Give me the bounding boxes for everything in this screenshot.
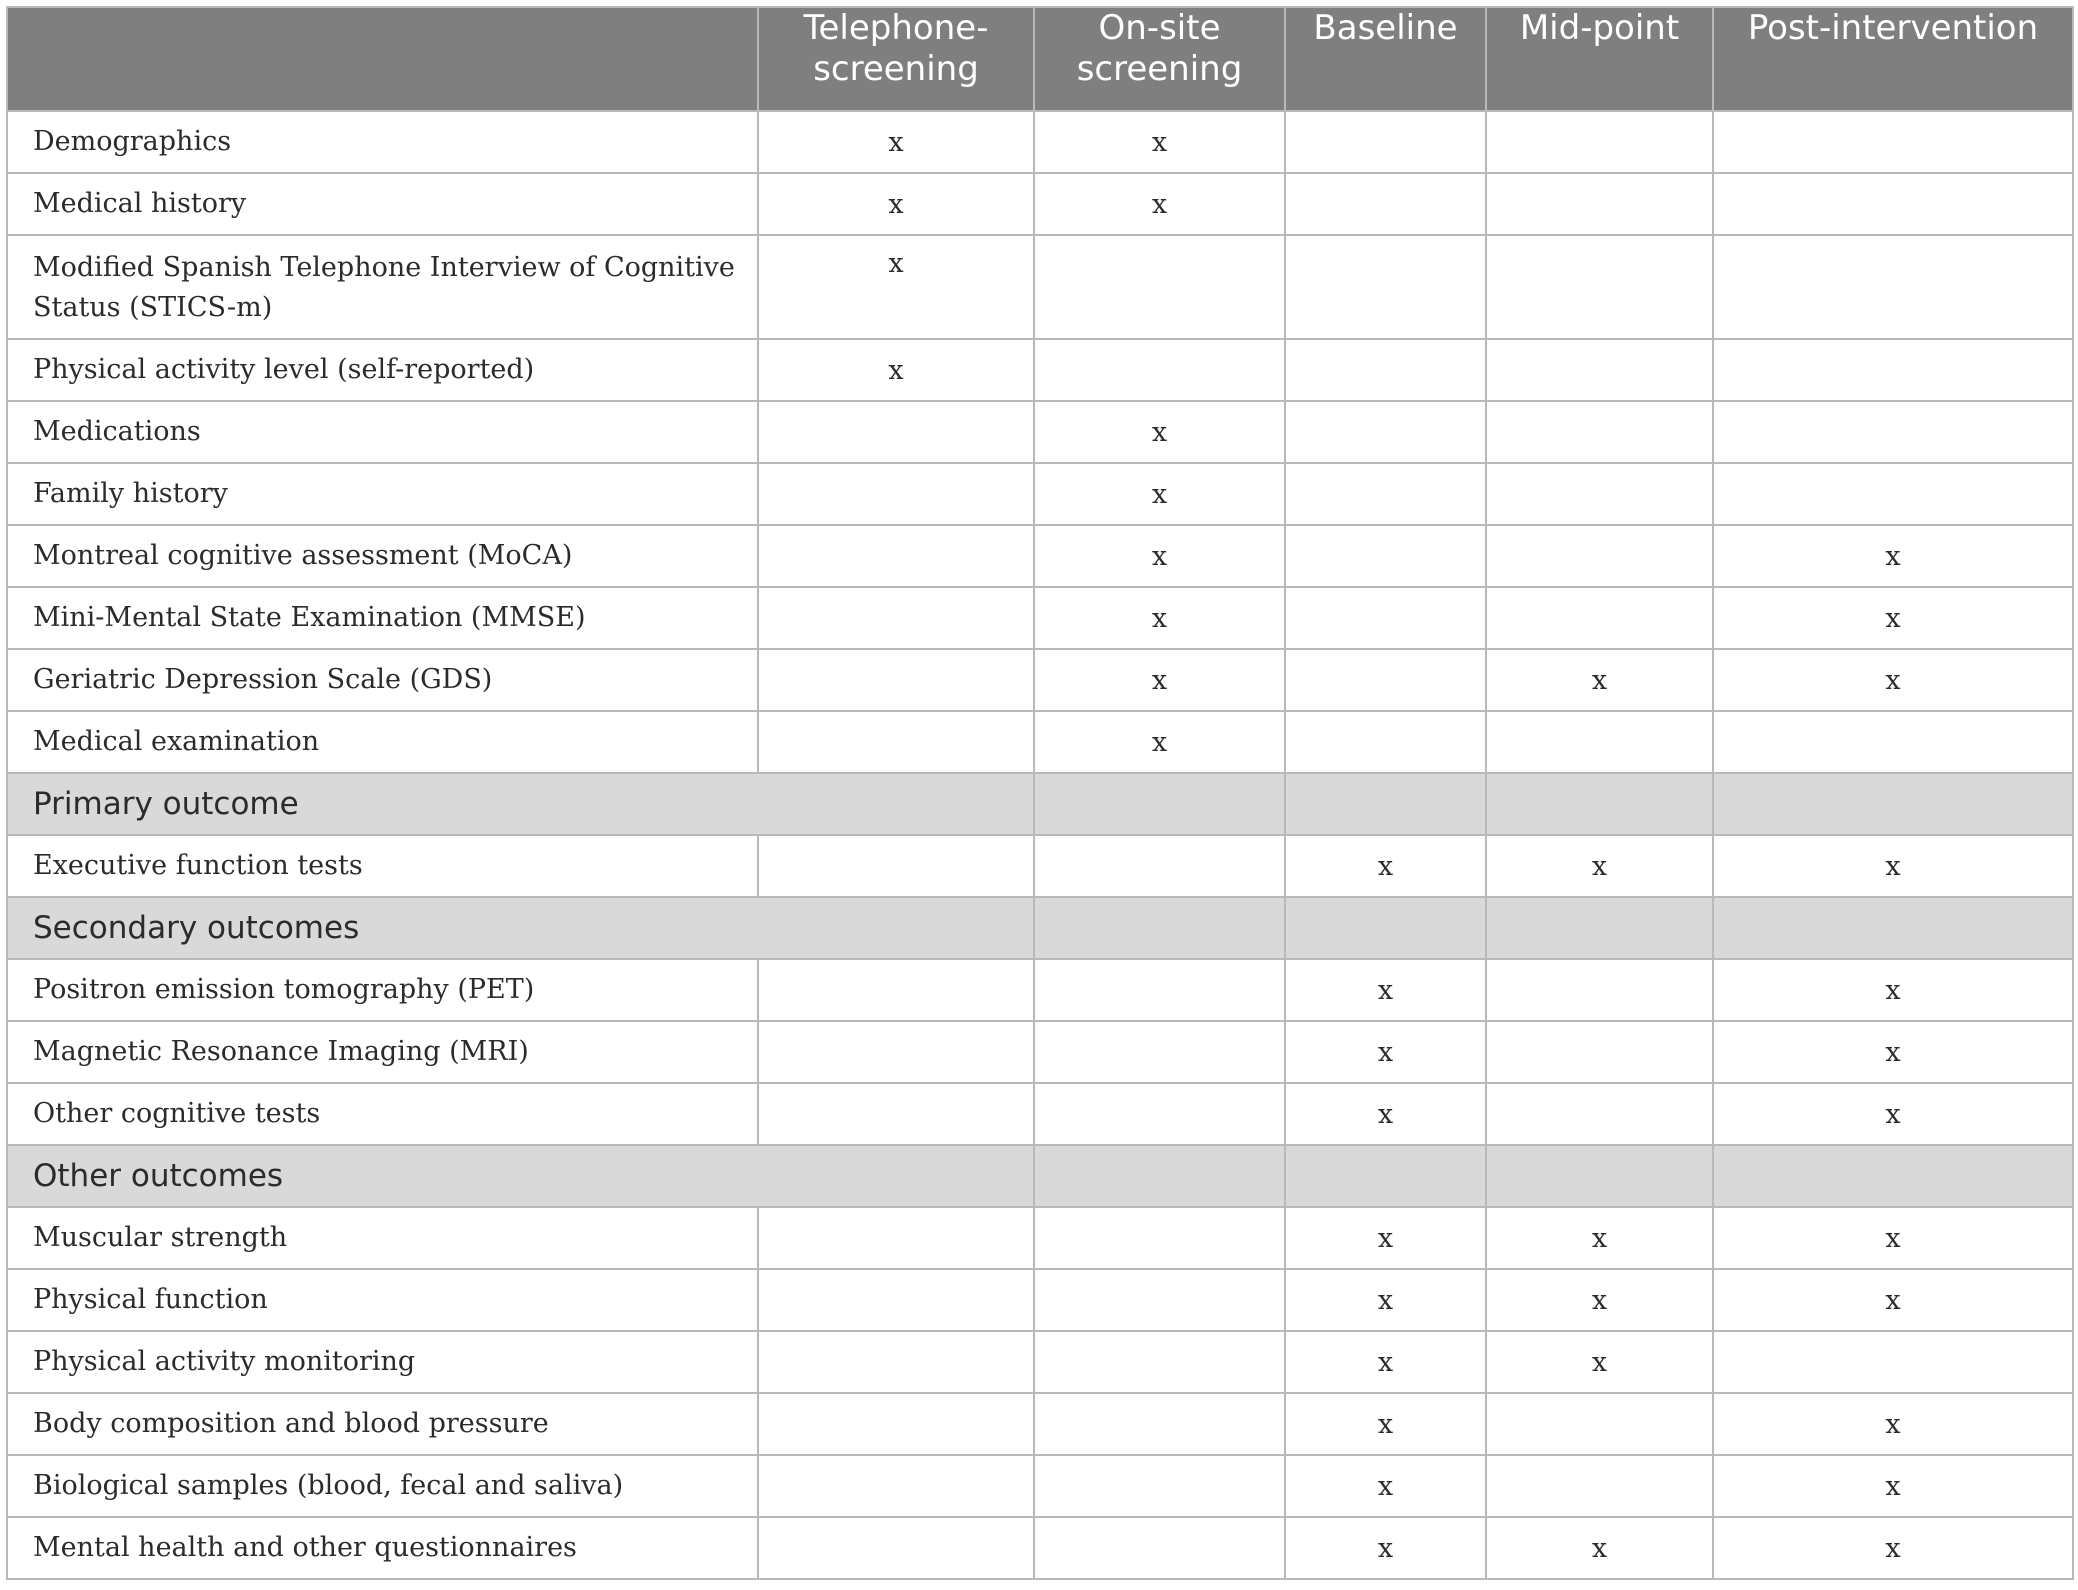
row-mark: x bbox=[1713, 649, 2073, 711]
row-mark bbox=[758, 1517, 1034, 1579]
table-row bbox=[7, 959, 2073, 1021]
row-mark bbox=[1713, 235, 2073, 339]
row-label: Magnetic Resonance Imaging (MRI) bbox=[7, 1021, 758, 1083]
row-mark bbox=[1034, 339, 1285, 401]
table-row bbox=[7, 173, 2073, 235]
row-mark bbox=[1034, 235, 1285, 339]
row-mark bbox=[1713, 711, 2073, 773]
row-mark bbox=[1285, 235, 1486, 339]
row-mark bbox=[758, 835, 1034, 897]
row-mark bbox=[758, 587, 1034, 649]
row-mark bbox=[1486, 463, 1713, 525]
row-mark: x bbox=[1034, 711, 1285, 773]
row-mark bbox=[1486, 1083, 1713, 1145]
row-mark bbox=[1713, 463, 2073, 525]
row-mark bbox=[758, 1021, 1034, 1083]
section-blank-cell bbox=[1713, 1145, 2073, 1207]
row-mark bbox=[1486, 235, 1713, 339]
row-mark: x bbox=[758, 235, 1034, 339]
section-blank-cell bbox=[1285, 773, 1486, 835]
row-mark bbox=[1486, 111, 1713, 173]
row-mark bbox=[1285, 525, 1486, 587]
row-mark: x bbox=[1285, 1455, 1486, 1517]
row-mark: x bbox=[1486, 835, 1713, 897]
header-onsite-screening: On-site screening bbox=[1034, 7, 1285, 111]
row-mark bbox=[1285, 649, 1486, 711]
row-mark bbox=[1713, 111, 2073, 173]
row-mark bbox=[1486, 173, 1713, 235]
row-mark: x bbox=[1285, 1021, 1486, 1083]
row-label: Physical function bbox=[7, 1269, 758, 1331]
section-blank-cell bbox=[1285, 897, 1486, 959]
row-mark bbox=[1034, 1393, 1285, 1455]
row-mark: x bbox=[1486, 1517, 1713, 1579]
row-mark: x bbox=[1486, 649, 1713, 711]
row-mark: x bbox=[1713, 835, 2073, 897]
row-mark bbox=[1285, 401, 1486, 463]
assessment-schedule-table bbox=[6, 6, 2074, 1580]
row-mark: x bbox=[1034, 525, 1285, 587]
row-mark bbox=[1285, 587, 1486, 649]
row-mark: x bbox=[1713, 587, 2073, 649]
row-mark bbox=[1285, 173, 1486, 235]
row-label: Montreal cognitive assessment (MoCA) bbox=[7, 525, 758, 587]
row-label: Mini-Mental State Examination (MMSE) bbox=[7, 587, 758, 649]
table-row bbox=[7, 1517, 2073, 1579]
row-mark: x bbox=[1713, 959, 2073, 1021]
row-label: Body composition and blood pressure bbox=[7, 1393, 758, 1455]
row-mark bbox=[1486, 1455, 1713, 1517]
section-title: Secondary outcomes bbox=[7, 897, 1034, 959]
row-mark: x bbox=[1713, 1455, 2073, 1517]
row-label: Muscular strength bbox=[7, 1207, 758, 1269]
row-mark: x bbox=[1713, 1269, 2073, 1331]
row-mark bbox=[1285, 339, 1486, 401]
row-mark bbox=[1034, 1517, 1285, 1579]
header-mid-point: Mid-point bbox=[1486, 7, 1713, 111]
row-mark bbox=[758, 1207, 1034, 1269]
row-label: Demographics bbox=[7, 111, 758, 173]
row-mark: x bbox=[1285, 959, 1486, 1021]
table-row bbox=[7, 711, 2073, 773]
section-header-primary bbox=[7, 773, 2073, 835]
row-mark bbox=[1486, 401, 1713, 463]
row-mark bbox=[1486, 711, 1713, 773]
section-blank-cell bbox=[1486, 773, 1713, 835]
row-label: Medical history bbox=[7, 173, 758, 235]
table-row bbox=[7, 1455, 2073, 1517]
row-mark: x bbox=[1034, 649, 1285, 711]
row-mark: x bbox=[1713, 1393, 2073, 1455]
row-label: Physical activity monitoring bbox=[7, 1331, 758, 1393]
row-mark: x bbox=[1486, 1331, 1713, 1393]
table-row bbox=[7, 1393, 2073, 1455]
row-mark: x bbox=[1713, 525, 2073, 587]
table-row bbox=[7, 1021, 2073, 1083]
row-label: Mental health and other questionnaires bbox=[7, 1517, 758, 1579]
row-mark bbox=[1713, 1331, 2073, 1393]
row-mark: x bbox=[1713, 1517, 2073, 1579]
section-blank-cell bbox=[1034, 1145, 1285, 1207]
row-mark bbox=[1034, 959, 1285, 1021]
row-mark bbox=[1285, 711, 1486, 773]
table-row bbox=[7, 1331, 2073, 1393]
row-mark bbox=[1034, 1331, 1285, 1393]
row-mark: x bbox=[758, 173, 1034, 235]
section-title: Primary outcome bbox=[7, 773, 1034, 835]
row-mark bbox=[758, 525, 1034, 587]
table-row bbox=[7, 835, 2073, 897]
row-mark bbox=[758, 401, 1034, 463]
section-blank-cell bbox=[1713, 897, 2073, 959]
table-row bbox=[7, 1083, 2073, 1145]
row-mark: x bbox=[1285, 1269, 1486, 1331]
row-mark: x bbox=[758, 339, 1034, 401]
row-mark bbox=[758, 1393, 1034, 1455]
row-label: Other cognitive tests bbox=[7, 1083, 758, 1145]
row-mark: x bbox=[1034, 111, 1285, 173]
header-corner-cell bbox=[7, 7, 758, 111]
row-mark bbox=[1285, 111, 1486, 173]
section-blank-cell bbox=[1034, 773, 1285, 835]
row-mark: x bbox=[1285, 1083, 1486, 1145]
section-blank-cell bbox=[1713, 773, 2073, 835]
section-blank-cell bbox=[1034, 897, 1285, 959]
row-mark bbox=[1034, 1269, 1285, 1331]
row-mark bbox=[1034, 835, 1285, 897]
row-mark bbox=[758, 1331, 1034, 1393]
table-row bbox=[7, 649, 2073, 711]
row-mark bbox=[1034, 1021, 1285, 1083]
row-mark bbox=[1486, 1393, 1713, 1455]
row-mark: x bbox=[1285, 1393, 1486, 1455]
row-mark bbox=[758, 1455, 1034, 1517]
row-mark: x bbox=[1285, 835, 1486, 897]
row-mark: x bbox=[1486, 1269, 1713, 1331]
header-telephone-screening: Telephone- screening bbox=[758, 7, 1034, 111]
header-post-intervention: Post-intervention bbox=[1713, 7, 2073, 111]
row-mark bbox=[1486, 959, 1713, 1021]
section-header-other bbox=[7, 1145, 2073, 1207]
section-blank-cell bbox=[1486, 1145, 1713, 1207]
row-mark: x bbox=[1486, 1207, 1713, 1269]
table-row bbox=[7, 235, 2073, 339]
row-label: Medical examination bbox=[7, 711, 758, 773]
row-mark bbox=[1034, 1455, 1285, 1517]
row-mark: x bbox=[1285, 1207, 1486, 1269]
row-mark bbox=[758, 463, 1034, 525]
row-mark bbox=[758, 1269, 1034, 1331]
row-mark bbox=[1034, 1207, 1285, 1269]
row-mark bbox=[1713, 173, 2073, 235]
table-row bbox=[7, 339, 2073, 401]
table-row bbox=[7, 401, 2073, 463]
row-mark: x bbox=[1713, 1083, 2073, 1145]
row-mark: x bbox=[1285, 1331, 1486, 1393]
row-mark bbox=[758, 711, 1034, 773]
section-title: Other outcomes bbox=[7, 1145, 1034, 1207]
row-mark bbox=[1713, 401, 2073, 463]
row-label: Medications bbox=[7, 401, 758, 463]
row-mark bbox=[1486, 587, 1713, 649]
row-mark bbox=[1713, 339, 2073, 401]
table-row bbox=[7, 587, 2073, 649]
section-blank-cell bbox=[1486, 897, 1713, 959]
row-label: Modified Spanish Telephone Interview of Cognitive Status (STICS-m) bbox=[7, 235, 758, 339]
row-mark bbox=[1034, 1083, 1285, 1145]
row-mark bbox=[758, 959, 1034, 1021]
table-row bbox=[7, 1269, 2073, 1331]
section-header-secondary bbox=[7, 897, 2073, 959]
row-mark: x bbox=[1713, 1021, 2073, 1083]
row-label: Biological samples (blood, fecal and saliva) bbox=[7, 1455, 758, 1517]
row-label: Family history bbox=[7, 463, 758, 525]
row-mark: x bbox=[1034, 173, 1285, 235]
row-mark: x bbox=[1034, 587, 1285, 649]
table-row bbox=[7, 111, 2073, 173]
row-label: Geriatric Depression Scale (GDS) bbox=[7, 649, 758, 711]
row-mark bbox=[1486, 1021, 1713, 1083]
row-label: Positron emission tomography (PET) bbox=[7, 959, 758, 1021]
header-row bbox=[7, 7, 2073, 111]
row-mark: x bbox=[758, 111, 1034, 173]
table-row bbox=[7, 1207, 2073, 1269]
table-row bbox=[7, 463, 2073, 525]
row-mark bbox=[758, 649, 1034, 711]
row-label: Physical activity level (self-reported) bbox=[7, 339, 758, 401]
row-mark bbox=[758, 1083, 1034, 1145]
row-label: Executive function tests bbox=[7, 835, 758, 897]
row-mark: x bbox=[1034, 401, 1285, 463]
row-mark bbox=[1486, 339, 1713, 401]
header-baseline: Baseline bbox=[1285, 7, 1486, 111]
table-row bbox=[7, 525, 2073, 587]
row-mark: x bbox=[1034, 463, 1285, 525]
row-mark: x bbox=[1285, 1517, 1486, 1579]
row-mark bbox=[1285, 463, 1486, 525]
section-blank-cell bbox=[1285, 1145, 1486, 1207]
row-mark bbox=[1486, 525, 1713, 587]
row-mark: x bbox=[1713, 1207, 2073, 1269]
